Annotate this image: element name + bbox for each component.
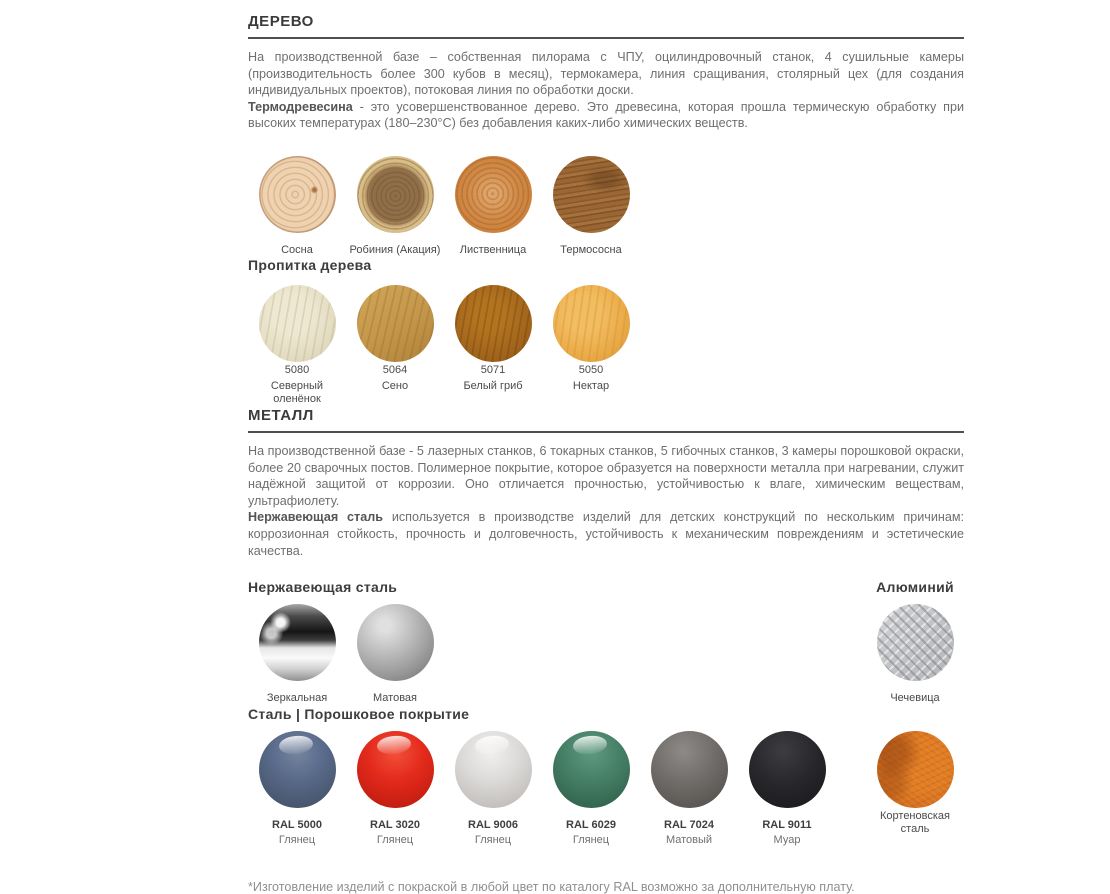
diamond-plate-swatch — [877, 604, 954, 681]
metal-intro-paragraph: На производственной базе - 5 лазерных станков, 6 токарных станков, 5 гибочных станков, 3 камеры порошковой окраски, более 20 сварочных постов. Полимерное покрытие, которое образуется на поверхности металла при нагревании, служит надёжной защитой от коррозии. Оно отличается прочностью, устойчивостью к влаге, химическим веществам, ультрафиолету. — [248, 443, 964, 508]
swatch-label: Чечевица — [890, 692, 940, 705]
wood-type-item-pine — [248, 156, 346, 258]
swatch-finish: Муар — [773, 834, 801, 847]
impregnation-swatch-5071 — [455, 285, 532, 362]
thermowood-paragraph — [248, 99, 964, 132]
stainless-desc: используется в производстве изделий для детских конструкций по нескольким причинам: коррозионная стойкость, прочность и долговечность, устойчивость к механическим повреждениям и эстетические качества. — [248, 510, 964, 558]
swatch-label: Термососна — [560, 243, 622, 256]
powder-item-ral7024 — [640, 731, 738, 848]
powder-item-corten — [866, 731, 964, 837]
impregnation-item-5071 — [444, 285, 542, 393]
wood-types-row — [248, 156, 964, 258]
powder-coating-title: Сталь | Порошковое покрытие — [248, 705, 470, 722]
swatch-finish: Глянец — [278, 834, 316, 847]
powder-coating-row — [248, 731, 964, 848]
thermowood-term: Термодревесина — [248, 99, 353, 114]
impregnation-title: Пропитка дерева — [248, 257, 372, 274]
powder-item-ral3020 — [346, 731, 444, 848]
powder-item-ral9006 — [444, 731, 542, 848]
ral5000-swatch — [259, 731, 336, 808]
swatch-label: Матовая — [373, 692, 417, 705]
impregnation-item-5080 — [248, 285, 346, 407]
swatch-code: RAL 3020 — [370, 818, 420, 831]
impregnation-row — [248, 285, 964, 407]
metal-section-divider — [248, 431, 964, 433]
swatch-label: Кортеновская сталь — [880, 809, 950, 836]
impregnation-swatch-5080 — [259, 285, 336, 362]
swatch-code: RAL 5000 — [272, 818, 322, 831]
mirror-steel-swatch — [259, 604, 336, 681]
metal-section-title: МЕТАЛЛ — [248, 406, 314, 424]
stainless-item-matte — [346, 604, 444, 706]
impregnation-swatch-5064 — [357, 285, 434, 362]
matte-steel-swatch — [357, 604, 434, 681]
stainless-paragraph — [248, 509, 964, 559]
stainless-aluminum-heading-row — [248, 579, 964, 595]
swatch-finish: Глянец — [376, 834, 414, 847]
ral9006-swatch — [455, 731, 532, 808]
wood-section-title: ДЕРЕВО — [248, 13, 314, 30]
swatch-code: RAL 6029 — [566, 818, 616, 831]
swatch-code: RAL 7024 — [664, 818, 714, 831]
swatch-finish: Глянец — [572, 834, 610, 847]
pine-wood-swatch — [259, 156, 336, 233]
thermowood-desc: - это усовершенствованное дерево. Это древесина, которая прошла термическую обработку при высоких температурах (180–230°C) без добавления каких-либо химических веществ. — [248, 99, 964, 131]
powder-item-ral9011 — [738, 731, 836, 848]
powder-item-ral6029 — [542, 731, 640, 848]
robinia-wood-swatch — [357, 156, 434, 233]
ral9011-swatch — [749, 731, 826, 808]
swatch-label: Зеркальная — [266, 692, 328, 705]
swatch-name: Белый гриб — [463, 379, 523, 392]
content-column — [248, 0, 964, 894]
swatch-label: Сосна — [281, 243, 313, 256]
swatch-name: Северный оленёнок — [270, 379, 324, 406]
corten-steel-swatch — [877, 731, 954, 808]
metal-section — [248, 407, 964, 894]
swatch-label: Робиния (Акация) — [349, 243, 441, 256]
wood-type-item-larch — [444, 156, 542, 258]
larch-wood-swatch — [455, 156, 532, 233]
swatch-code: 5050 — [578, 364, 604, 377]
swatch-name: Нектар — [572, 379, 610, 392]
stainless-aluminum-row — [248, 604, 964, 706]
wood-type-item-robinia — [346, 156, 444, 258]
swatch-name: Сено — [381, 379, 409, 392]
powder-item-ral5000 — [248, 731, 346, 848]
swatch-code: RAL 9006 — [468, 818, 518, 831]
stainless-title: Нержавеющая сталь — [248, 579, 398, 596]
thermopine-wood-swatch — [553, 156, 630, 233]
wood-type-item-thermopine — [542, 156, 640, 258]
stainless-item-mirror — [248, 604, 346, 706]
aluminum-title: Алюминий — [876, 579, 954, 596]
ral7024-swatch — [651, 731, 728, 808]
ral-footnote: *Изготовление изделий с покраской в любой цвет по каталогу RAL возможно за дополнительную плату. — [248, 879, 855, 894]
swatch-code: 5080 — [284, 364, 310, 377]
impregnation-item-5050 — [542, 285, 640, 393]
stainless-term: Нержавеющая сталь — [248, 510, 383, 525]
swatch-finish: Глянец — [474, 834, 512, 847]
impregnation-item-5064 — [346, 285, 444, 393]
wood-section-divider — [248, 37, 964, 39]
impregnation-swatch-5050 — [553, 285, 630, 362]
swatch-label: Лиственница — [459, 243, 527, 256]
aluminum-item-lentil — [866, 604, 964, 706]
swatch-code: RAL 9011 — [762, 818, 812, 831]
wood-section — [248, 13, 964, 407]
swatch-finish: Матовый — [665, 834, 713, 847]
swatch-code: 5071 — [480, 364, 506, 377]
ral3020-swatch — [357, 731, 434, 808]
swatch-code: 5064 — [382, 364, 408, 377]
wood-intro-paragraph: На производственной базе – собственная пилорама с ЧПУ, оцилиндровочный станок, 4 сушильные камеры (производительность более 300 кубов в месяц), термокамера, линия сращивания, столярный цех (для создания индивидуальных проектов), потоковая линия по обработки доски. — [248, 50, 964, 98]
ral6029-swatch — [553, 731, 630, 808]
